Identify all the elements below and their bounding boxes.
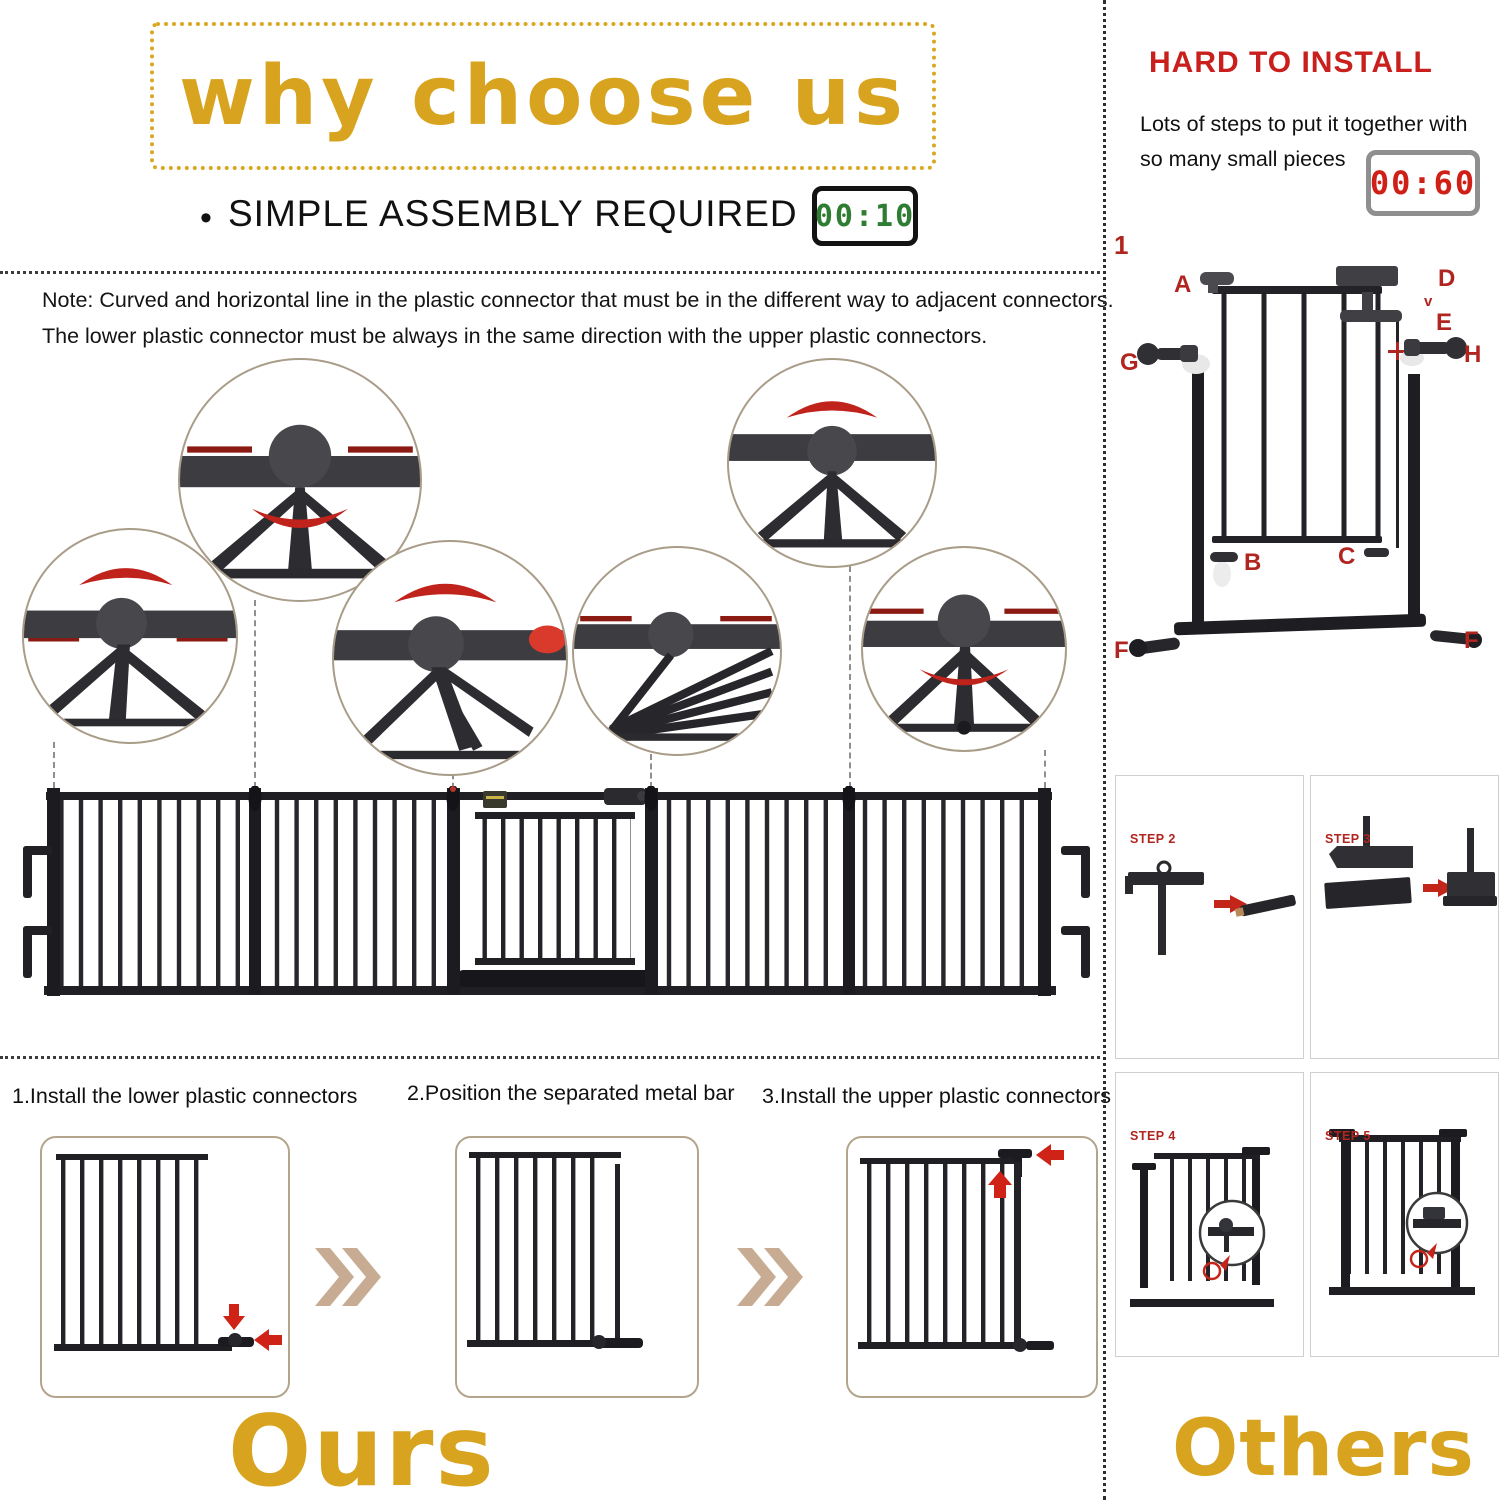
red-curve-mark	[79, 568, 172, 585]
install-step-1-illustration	[42, 1138, 288, 1396]
install-step-label-1: 1.Install the lower plastic connectors	[12, 1084, 358, 1108]
gate-bars	[1224, 294, 1378, 536]
leader-line-6	[1044, 750, 1046, 788]
red-left-arrow-icon	[254, 1329, 282, 1351]
gate-product-illustration	[20, 786, 1093, 1022]
dotted-rule-top	[0, 271, 1100, 274]
part-label-g: G	[1120, 349, 1139, 376]
part-c-shape	[1364, 548, 1389, 557]
red-curve-mark	[394, 584, 496, 603]
others-label: Others	[1172, 1404, 1475, 1494]
part-label-f-left: F	[1114, 637, 1129, 664]
hard-timer-display	[1366, 150, 1480, 216]
part-g-shape	[1137, 343, 1210, 374]
others-step5-panel	[1310, 1072, 1499, 1357]
part-label-e: E	[1436, 309, 1453, 336]
part-label-h: H	[1464, 341, 1482, 368]
others-step2-panel	[1115, 775, 1304, 1059]
connector-detail-circle-6	[861, 546, 1067, 752]
connector-illustration-2	[729, 360, 935, 566]
door-threshold	[458, 970, 658, 987]
exploded-parts-diagram	[1112, 250, 1498, 680]
bullet-point: •	[200, 199, 212, 237]
part-label-c: C	[1338, 543, 1356, 570]
leader-line-1	[53, 742, 55, 788]
step4-tag: STEP 4	[1130, 1129, 1176, 1143]
connector-illustration-3	[24, 530, 236, 742]
hard-to-install-heading: HARD TO INSTALL	[1149, 46, 1433, 79]
connector-detail-circle-4	[332, 540, 568, 776]
install-step-panel-3	[846, 1136, 1098, 1398]
install-step-label-2: 2.Position the separated metal bar	[407, 1081, 735, 1105]
connector-illustration-6	[863, 548, 1065, 750]
red-release-button	[529, 626, 566, 654]
part-label-f-right: F	[1464, 627, 1479, 654]
double-chevron-right-icon	[315, 1248, 381, 1306]
red-left-arrow-icon	[1036, 1144, 1064, 1166]
connector-illustration-5	[574, 548, 780, 754]
folded-panels	[611, 651, 772, 735]
brand-label	[483, 791, 507, 808]
simple-assembly-label: SIMPLE ASSEMBLY REQUIRED	[228, 193, 798, 234]
dotted-rule-bottom	[0, 1056, 1100, 1059]
assembly-timer-display	[812, 186, 918, 246]
red-curve-mark	[787, 401, 878, 417]
install-step-3-illustration	[848, 1138, 1096, 1396]
connector-illustration-4	[334, 542, 566, 774]
red-down-arrow-icon	[223, 1304, 245, 1330]
others-step3-panel	[1310, 775, 1499, 1059]
step2-tag: STEP 2	[1130, 832, 1176, 846]
part-f-left-shape	[1129, 637, 1181, 657]
install-step-panel-1	[40, 1136, 290, 1398]
install-step-2-illustration	[457, 1138, 697, 1396]
separated-metal-bar	[615, 1164, 620, 1342]
part-label-b: B	[1244, 549, 1262, 576]
others-step2-illustration	[1116, 776, 1303, 1058]
hard-desc-line2: so many small pieces	[1140, 147, 1346, 171]
part-e-shape	[1340, 310, 1402, 322]
others-step4-illustration	[1116, 1073, 1303, 1356]
others-step4-panel	[1115, 1072, 1304, 1357]
part-a-shape	[1200, 272, 1234, 285]
hard-desc-line1: Lots of steps to put it together with	[1140, 112, 1468, 136]
figure-number: 1	[1114, 230, 1129, 260]
part-d-shape	[1336, 266, 1398, 286]
others-step5-illustration	[1311, 1073, 1498, 1356]
part-b-shape	[1210, 552, 1238, 562]
metal-rod	[1234, 894, 1296, 917]
note-text-line2: The lower plastic connector must be always in the same direction with the upper plastic connectors.	[42, 324, 988, 348]
ours-label: Ours	[228, 1395, 496, 1500]
connector-detail-circle-2	[727, 358, 937, 568]
step3-tag: STEP 3	[1325, 832, 1371, 846]
double-chevron-right-icon	[737, 1248, 803, 1306]
why-choose-us-banner	[150, 22, 936, 170]
direction-mark: v	[1424, 293, 1433, 310]
section-divider	[1103, 0, 1106, 1500]
assembly-timer-value: 00:10	[814, 198, 916, 234]
step5-tag: STEP 5	[1325, 1129, 1371, 1143]
connector-detail-circle-5	[572, 546, 782, 756]
leader-line-2	[254, 600, 256, 788]
page-title: why choose us	[179, 48, 907, 144]
hard-timer-value: 00:60	[1369, 164, 1477, 202]
part-label-a: A	[1174, 271, 1192, 298]
others-step3-illustration	[1311, 776, 1498, 1058]
leader-line-4	[650, 754, 652, 788]
part-h-shape	[1400, 337, 1467, 366]
install-step-panel-2	[455, 1136, 699, 1398]
leader-line-5	[849, 566, 851, 788]
note-text-line1: Note: Curved and horizontal line in the plastic connector that must be in the different way to adjacent connectors.	[42, 288, 1114, 312]
install-step-label-3: 3.Install the upper plastic connectors	[762, 1084, 1111, 1108]
connector-detail-circle-3	[22, 528, 238, 744]
part-label-d: D	[1438, 265, 1456, 292]
